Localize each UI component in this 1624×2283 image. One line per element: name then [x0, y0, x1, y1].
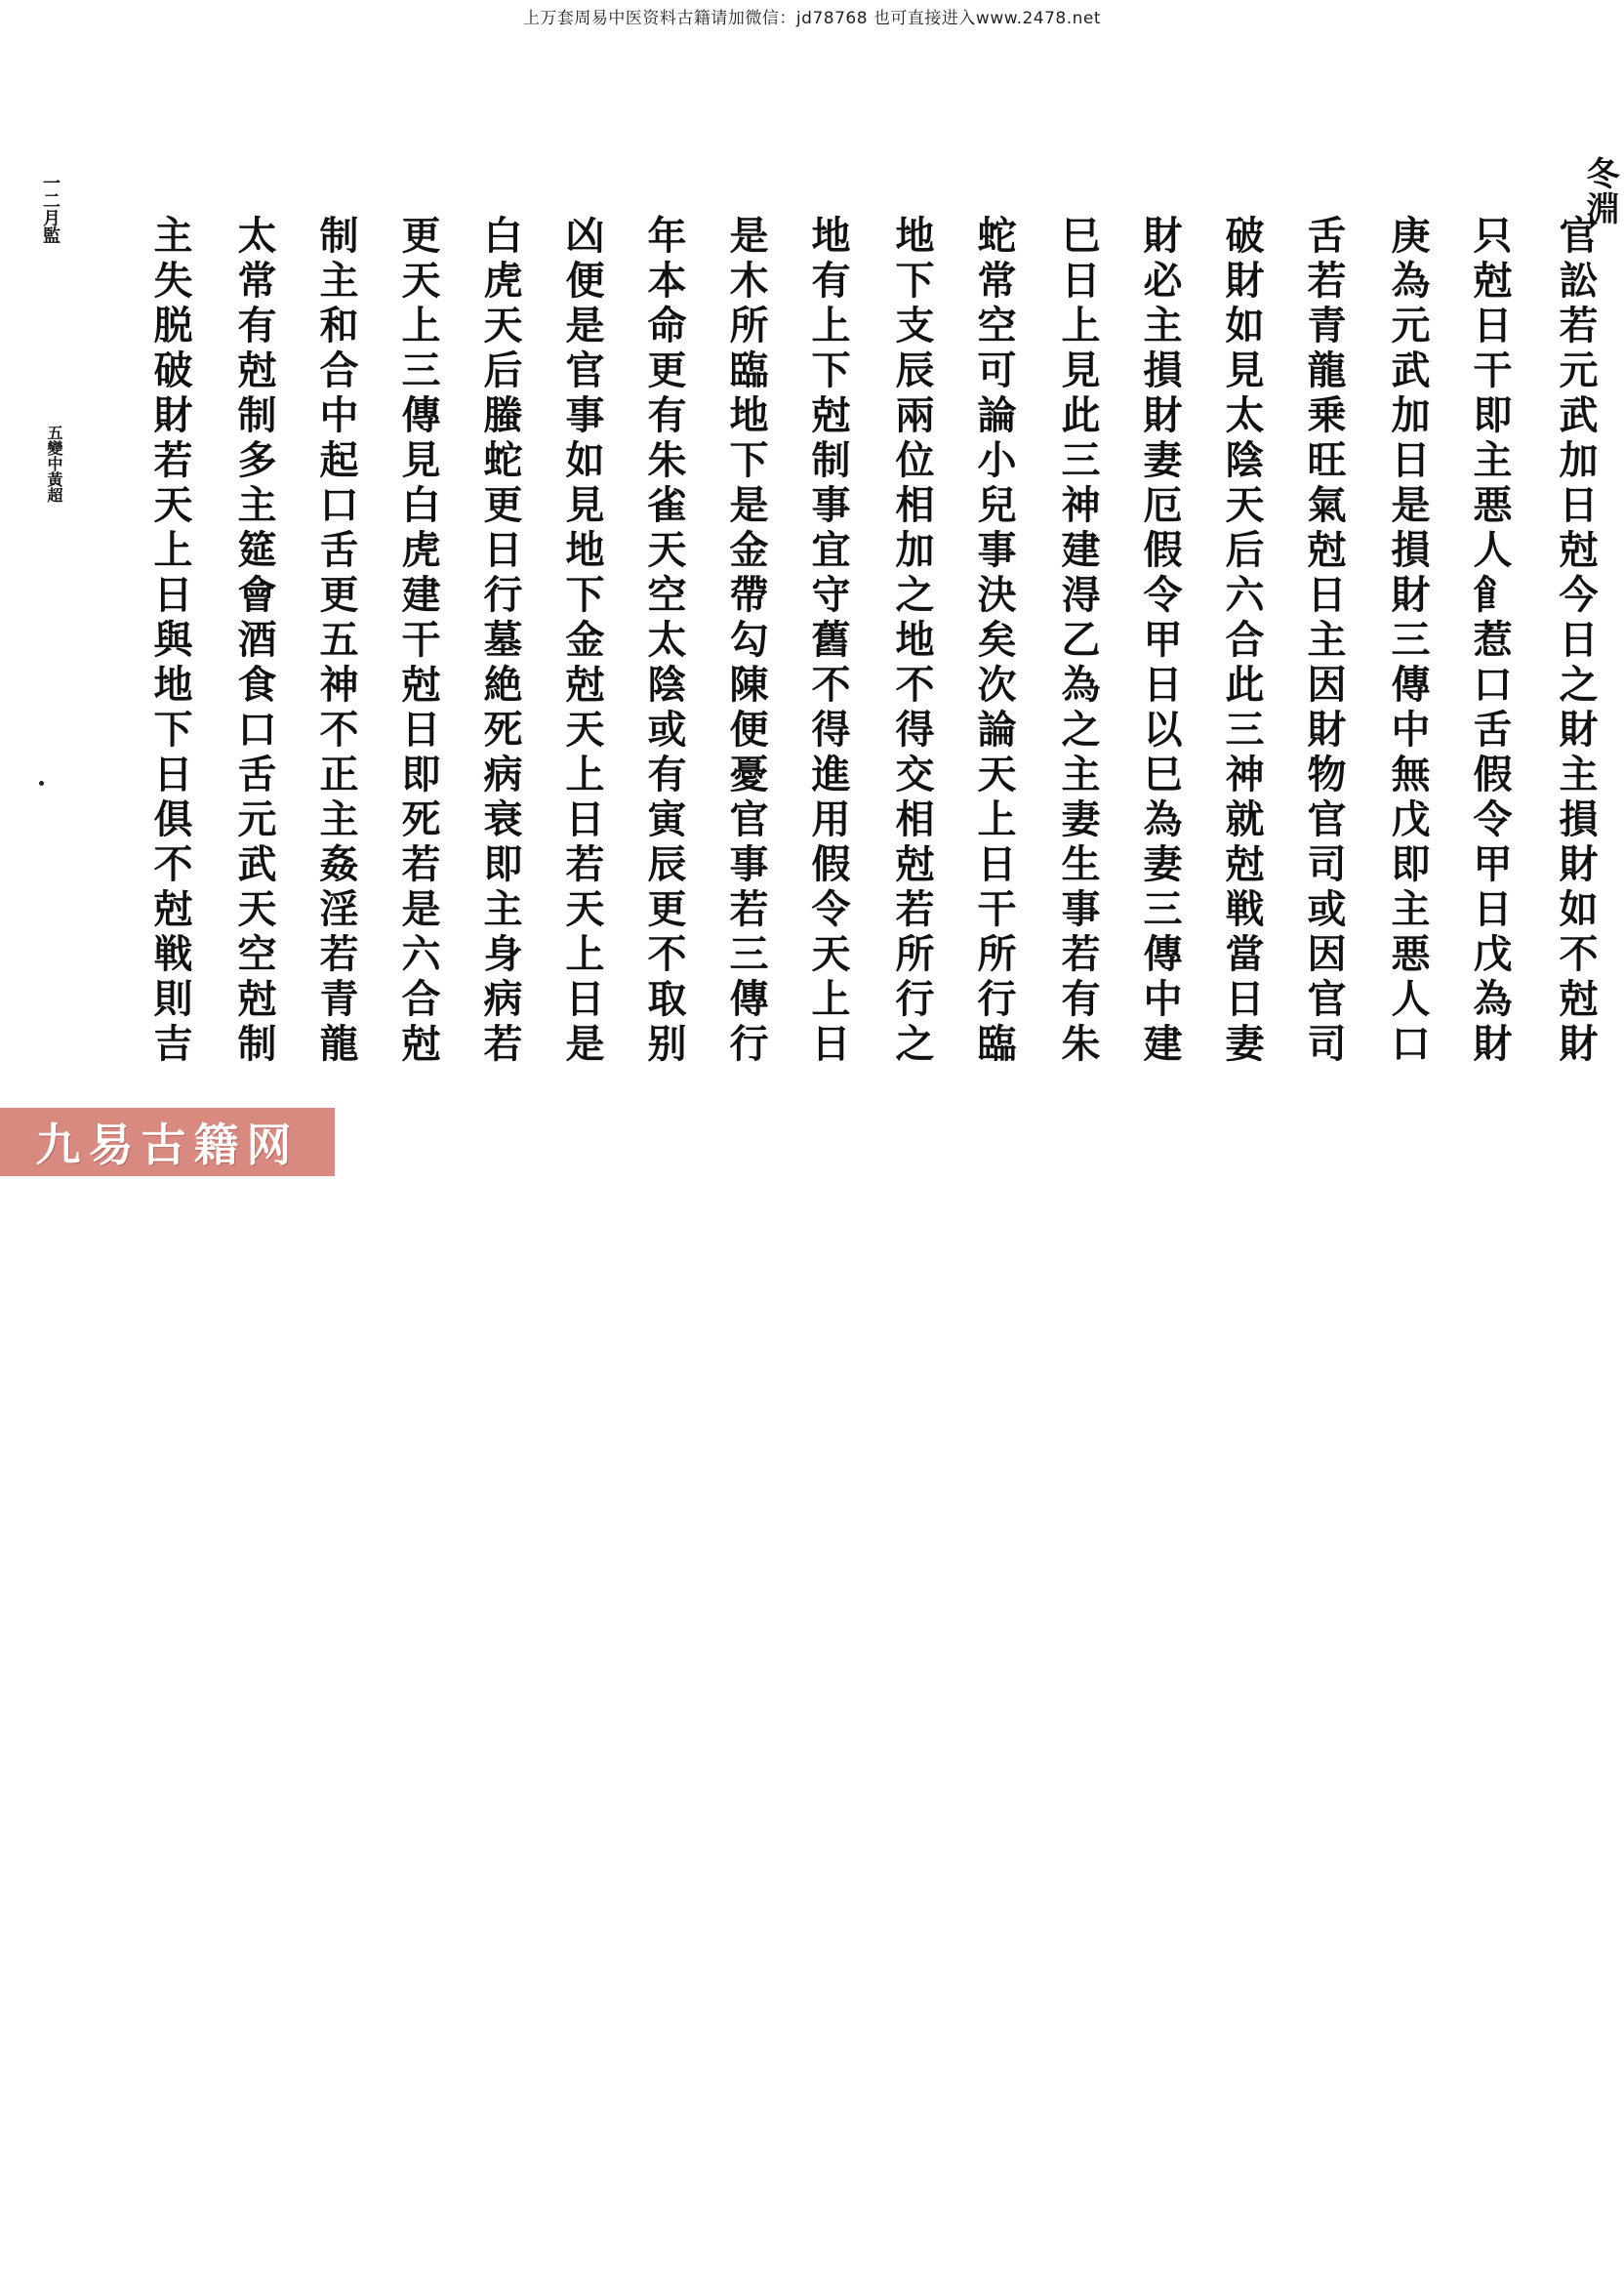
scanned-page [18, 156, 1624, 1068]
watermark-text: 九易古籍网 [35, 1119, 300, 1171]
page-title-fragment: 冬淵 [1580, 156, 1619, 226]
text-column-3: 庚為元武加日是損財三傳中無戊即主悪人口 [1385, 215, 1431, 1068]
ink-mark [39, 781, 44, 786]
header-banner: 上万套周易中医资料古籍请加微信：jd78768 也可直接进入www.2478.net [522, 9, 1102, 28]
text-column-6: 財必主損財妻厄假令甲日以巳為妻三傳中建 [1137, 215, 1183, 1068]
text-column-11: 是木所臨地下是金帶勾陳便憂官事若三傳行 [723, 215, 769, 1068]
text-column-1: 官訟若元武加日尅今日之財主損財如不尅財 [1553, 215, 1599, 1068]
text-column-9: 地下支辰兩位相加之地不得交相尅若所行之 [889, 215, 935, 1068]
text-column-8: 蛇常空可論小兒事決矣次論天上日干所行臨 [971, 215, 1017, 1068]
text-column-4: 舌若青龍乗旺氣尅日主因財物官司或因官司 [1301, 215, 1347, 1068]
text-column-7: 巳日上見此三神建淂乙為之主妻生事若有朱 [1055, 215, 1101, 1068]
margin-note-top: 一二月監 [40, 174, 61, 244]
text-column-2: 只尅日干即主悪人𩙿惹口舌假令甲日戊為財 [1467, 215, 1513, 1068]
watermark-logo [0, 1108, 335, 1176]
text-column-18: 主失脱破財若天上日與地下日俱不尅戦則吉 [147, 215, 193, 1068]
text-column-13: 凶便是官事如見地下金尅天上日若天上日是 [559, 215, 605, 1068]
text-column-5: 破財如見太陰天后六合此三神就尅戦當日妻 [1219, 215, 1265, 1068]
margin-note-bottom: 五變中黃超 [45, 425, 63, 503]
text-column-12: 年本命更有朱雀天空太陰或有寅辰更不取别 [641, 215, 687, 1068]
text-column-15: 更天上三傳見白虎建干尅日即死若是六合尅 [395, 215, 441, 1068]
text-column-16: 制主和合中起口舌更五神不正主姦淫若青龍 [313, 215, 359, 1068]
text-column-14: 白虎天后螣蛇更日行墓絶死病衰即主身病若 [477, 215, 523, 1068]
text-column-10: 地有上下尅制事宜守舊不得進用假令天上日 [805, 215, 851, 1068]
text-column-17: 太常有尅制多主筵會酒食口舌元武天空尅制 [231, 215, 277, 1068]
